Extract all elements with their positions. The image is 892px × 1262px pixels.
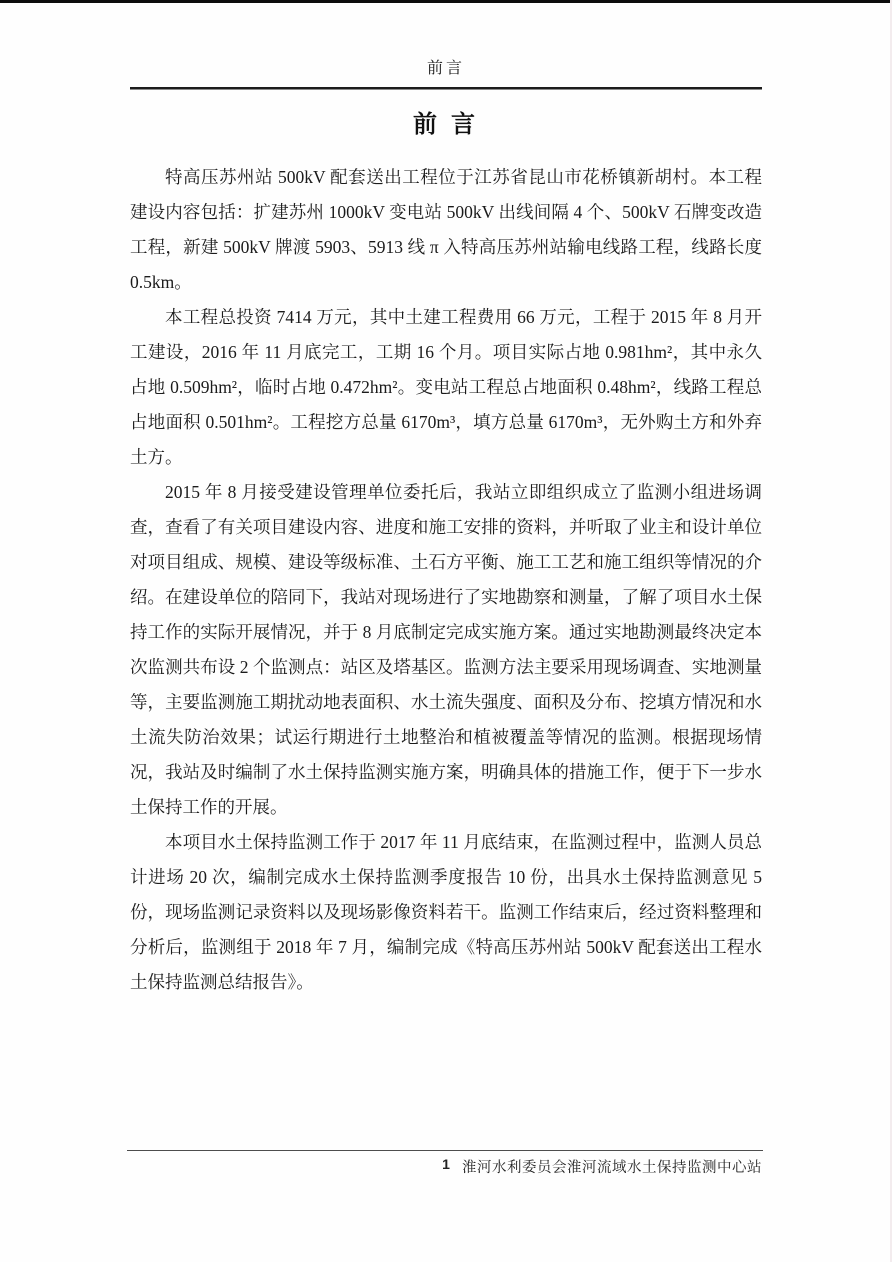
paragraph: 本项目水土保持监测工作于 2017 年 11 月底结束，在监测过程中，监测人员总计进场 20 次，编制完成水土保持监测季度报告 10 份，出具水土保持监测意见 5 份，现场监测记录资料以及现场影像资料若干。监测工作结束后，经过资料整理和分析后，监测组于 2018 年 7 月，编制完成《特高压苏州站 500kV 配套送出工程水土保持监测总结报告》。 [130, 832, 762, 992]
document-body [130, 160, 762, 1000]
running-header [130, 55, 762, 81]
paragraph: 特高压苏州站 500kV 配套送出工程位于江苏省昆山市花桥镇新胡村。本工程建设内容包括：扩建苏州 1000kV 变电站 500kV 出线间隔 4 个、500kV 石牌变改造工程，新建 500kV 牌渡 5903、5913 线 π 入特高压苏州站输电线路工程，线路长度 0.5km。 [130, 167, 762, 292]
page-number: 1 [442, 1156, 450, 1172]
page-footer [130, 1154, 762, 1180]
paragraph: 2015 年 8 月接受建设管理单位委托后，我站立即组织成立了监测小组进场调查，查看了有关项目建设内容、进度和施工安排的资料，并听取了业主和设计单位对项目组成、规模、建设等级标准、土石方平衡、施工工艺和施工组织等情况的介绍。在建设单位的陪同下，我站对现场进行了实地勘察和测量，了解了项目水土保持工作的实际开展情况，并于 8 月底制定完成实施方案。通过实地勘测最终决定本次监测共布设 2 个监测点：站区及塔基区。监测方法主要采用现场调查、实地测量等，主要监测施工期扰动地表面积、水土流失强度、面积及分布、挖填方情况和水土流失防治效果；试运行期进行土地整治和植被覆盖等情况的监测。根据现场情况，我站及时编制了水土保持监测实施方案，明确具体的措施工作，便于下一步水土保持工作的开展。 [130, 482, 762, 817]
footer-rule [127, 1150, 763, 1151]
footer-organization: 淮河水利委员会淮河流域水土保持监测中心站 [462, 1160, 762, 1176]
header-rule [130, 87, 762, 90]
paragraph: 本工程总投资 7414 万元，其中土建工程费用 66 万元，工程于 2015 年 8 月开工建设，2016 年 11 月底完工，工期 16 个月。项目实际占地 0.981hm²，其中永久占地 0.509hm²，临时占地 0.472hm²。变电站工程总占地面积 0.48hm²，线路工程总占地面积 0.501hm²。工程挖方总量 6170m³，填方总量 6170m³，无外购土方和外弃土方。 [130, 307, 762, 467]
running-header-title: 前言 [426, 60, 465, 77]
document-title: 前 言 [413, 112, 479, 138]
scan-top-edge-line [0, 0, 892, 3]
